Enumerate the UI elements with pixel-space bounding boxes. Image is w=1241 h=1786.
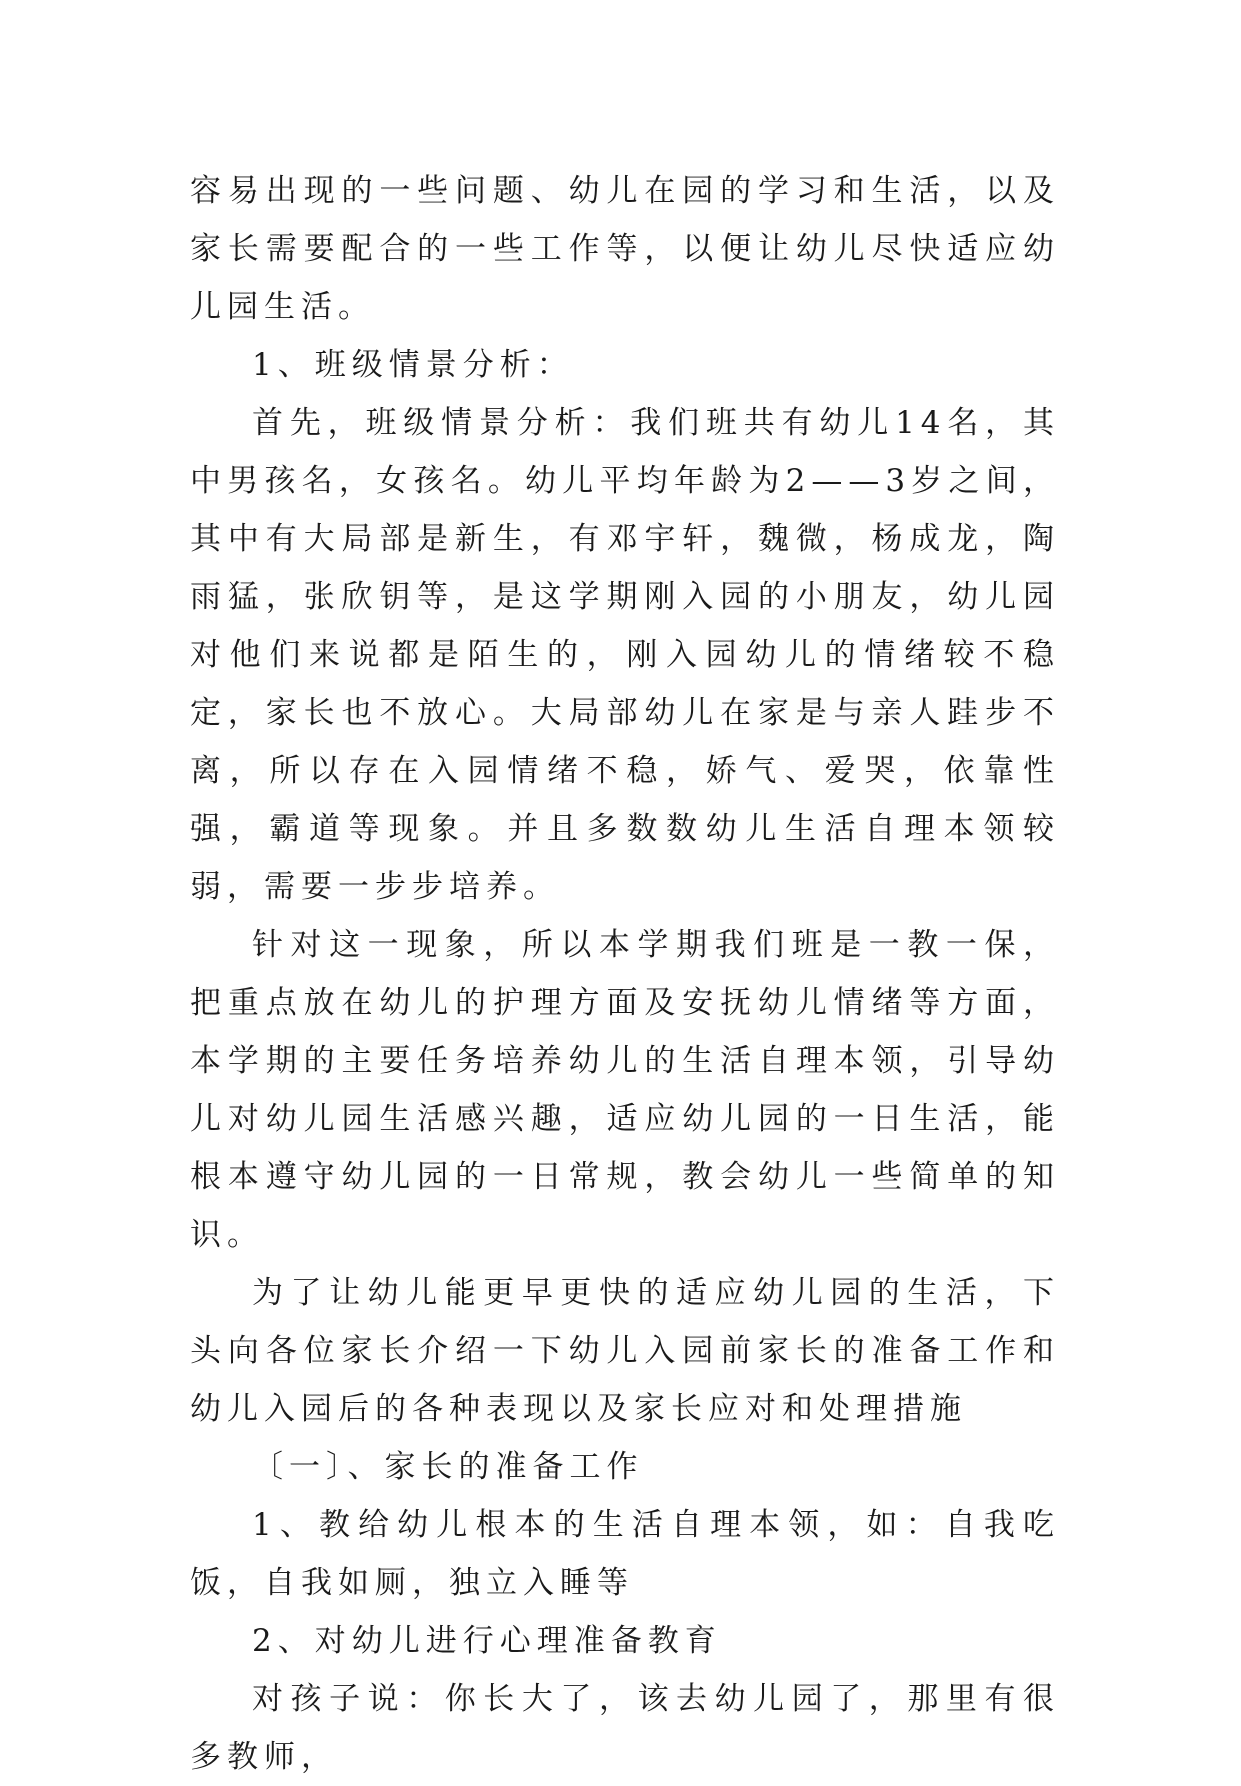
paragraph-class-analysis: 首先，班级情景分析：我们班共有幼儿14名，其中男孩名，女孩名。幼儿平均年龄为2——3岁之间，其中有大局部是新生，有邓宇轩，魏微，杨成龙，陶雨猛，张欣钥等，是这学期刚入园的小朋友，幼儿园对他们来说都是陌生的，刚入园幼儿的情绪较不稳定，家长也不放心。大局部幼儿在家是与亲人跬步不离，所以存在入园情绪不稳，娇气、爱哭，依靠性强，霸道等现象。并且多数数幼儿生活自理本领较弱，需要一步步培养。 (190, 405, 1060, 905)
document-page (190, 162, 1060, 1786)
list-item-self-care: 1、教给幼儿根本的生活自理本领，如：自我吃饭，自我如厕，独立入睡等 (190, 1507, 1060, 1601)
section-heading-class-analysis: 1、班级情景分析： (252, 347, 574, 383)
paragraph-introduction: 为了让幼儿能更早更快的适应幼儿园的生活，下头向各位家长介绍一下幼儿入园前家长的准备工作和幼儿入园后的各种表现以及家长应对和处理措施 (190, 1275, 1060, 1427)
section-heading-parent-preparation: 〔一〕、家长的准备工作 (252, 1449, 644, 1485)
paragraph-talk-to-child: 对孩子说：你长大了，该去幼儿园了，那里有很多教师， (190, 1681, 1060, 1775)
paragraph-continuation: 容易出现的一些问题、幼儿在园的学习和生活，以及家长需要配合的一些工作等，以便让幼儿尽快适应幼儿园生活。 (190, 173, 1060, 325)
list-item-psychological-preparation: 2、对幼儿进行心理准备教育 (252, 1623, 722, 1659)
paragraph-semester-focus: 针对这一现象，所以本学期我们班是一教一保，把重点放在幼儿的护理方面及安抚幼儿情绪等方面，本学期的主要任务培养幼儿的生活自理本领，引导幼儿对幼儿园生活感兴趣，适应幼儿园的一日生活，能根本遵守幼儿园的一日常规，教会幼儿一些简单的知识。 (190, 927, 1060, 1253)
